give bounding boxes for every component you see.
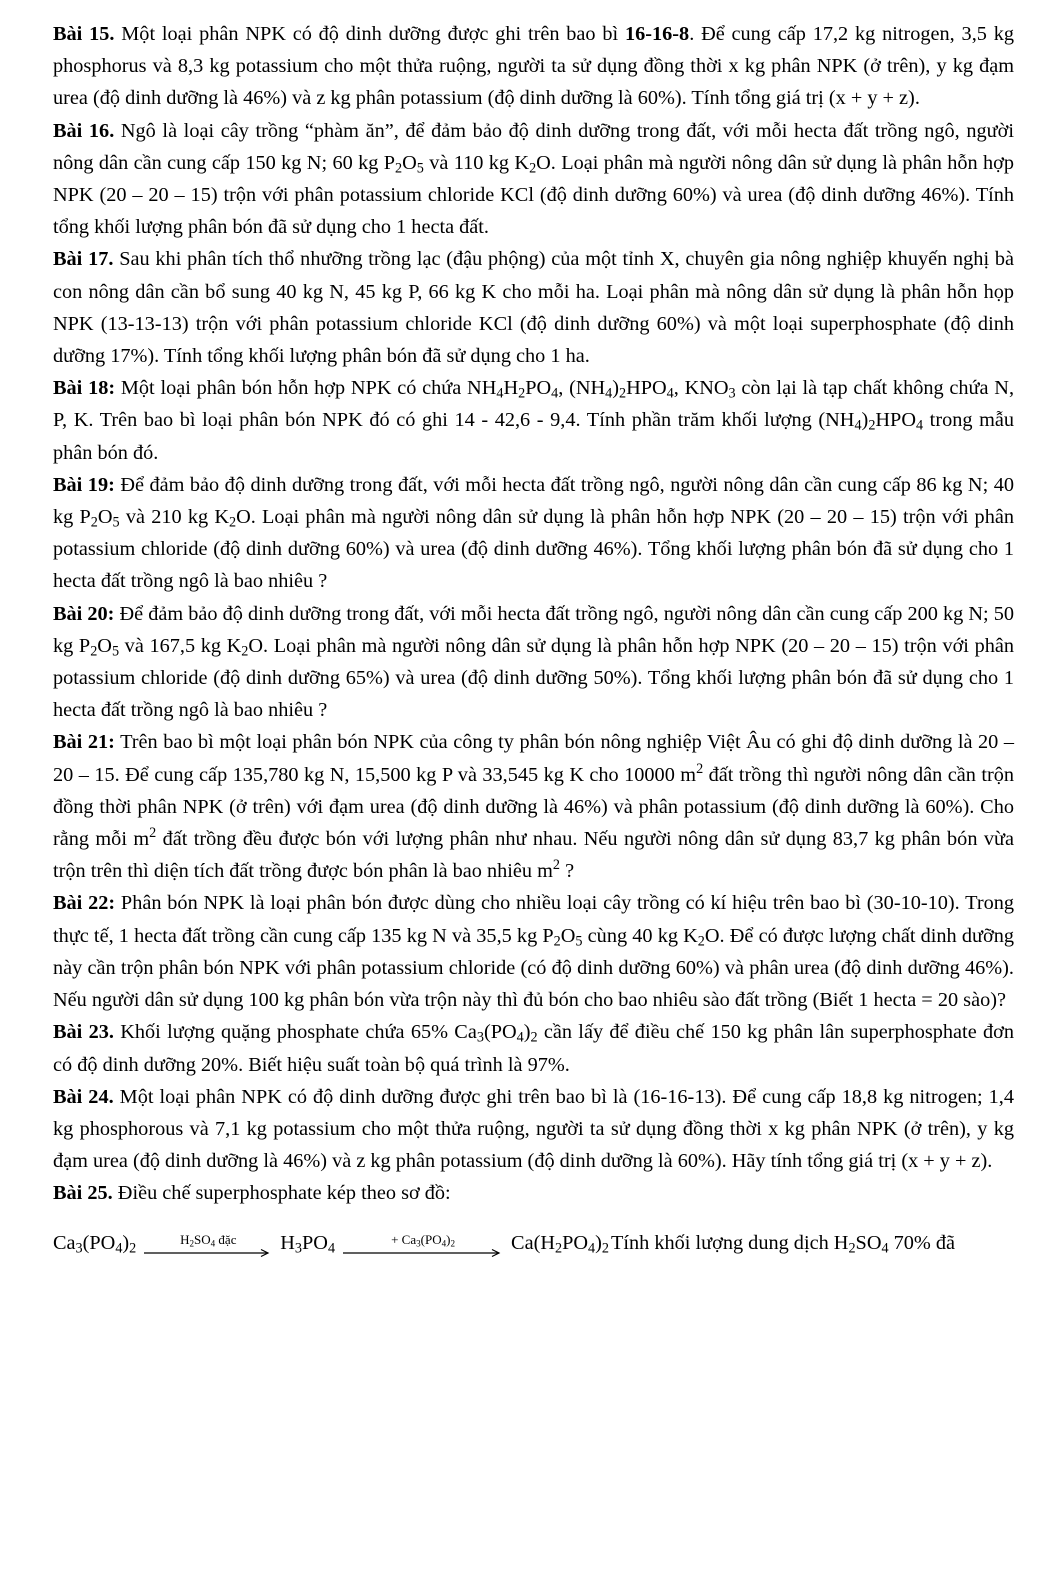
subscript: 2 (129, 1240, 137, 1257)
problem-paragraph (53, 598, 1014, 727)
text-run: HPO (626, 377, 667, 400)
subscript: 4 (588, 1240, 596, 1257)
text-run: Ca (53, 1232, 76, 1255)
subscript: 2 (241, 643, 249, 660)
subscript: 4 (551, 385, 559, 402)
reaction-arrow-2 (343, 1232, 503, 1258)
text-run: SO (194, 1231, 211, 1247)
subscript: 2 (848, 1240, 856, 1257)
text-run: ) (523, 1021, 531, 1044)
text-run: , KNO (673, 377, 729, 400)
subscript: 2 (530, 1029, 538, 1046)
text-run: O. Để có được lượng chất dinh dưỡng này cần trộn phân bón NPK với phân potassium chloride (có độ dinh dưỡng 60%) và phân urea (độ dinh dưỡng 46%). Nếu người dân sử dụng 100 kg phân bón vừa trộn này thì đủ bón cho bao nhiêu sào đất trồng (Biết 1 hecta = 20 sào)? (53, 924, 1014, 1012)
text-run: cần lấy để điều chế 150 kg phân lân superphosphate đơn có độ dinh dưỡng 20%. Biết hiệu suất toàn bộ quá trình là 97%. (53, 1021, 1014, 1076)
subscript: 2 (450, 1237, 456, 1248)
subscript: 3 (294, 1240, 303, 1257)
text-run: H (503, 377, 519, 400)
reaction-arrow-1 (144, 1232, 272, 1258)
text-run: ) (446, 1231, 451, 1247)
text-run: O (402, 151, 417, 174)
subscript: 5 (575, 933, 583, 950)
text-run: SO (855, 1232, 882, 1255)
text-run: ) (612, 377, 619, 400)
subscript: 2 (601, 1240, 609, 1257)
subscript: 2 (529, 160, 537, 177)
subscript: 3 (416, 1237, 421, 1248)
text-run: Điều chế superphosphate kép theo sơ đồ: (112, 1182, 451, 1205)
problem-paragraph (53, 18, 1014, 115)
subscript: 5 (416, 160, 424, 177)
subscript: 5 (111, 643, 120, 660)
subscript: 2 (553, 933, 561, 950)
text-run: Khối lượng quặng phosphate chứa 65% Ca (113, 1021, 477, 1044)
text-run: còn lại là tạp chất không chứa N, P, K. Trên bao bì loại phân bón NPK đó có ghi 14 - 42,6 - 9,4. Tính phần trăm khối lượng (NH (53, 377, 1015, 432)
arrow-1-icon (144, 1248, 272, 1258)
problem-paragraph (53, 1081, 1014, 1178)
text-run: và 167,5 kg K (119, 634, 242, 657)
text-run: , (NH (558, 377, 606, 400)
text-run: 70% đã (888, 1232, 956, 1255)
text-run: Một loại phân bón hỗn hợp NPK có chứa NH (115, 377, 497, 400)
subscript: 2 (229, 514, 237, 531)
problem-paragraph (53, 1177, 1014, 1209)
problem-heading: Bài 24. (53, 1085, 114, 1108)
problem-heading: Bài 20: (53, 602, 115, 625)
subscript: 4 (441, 1237, 447, 1248)
text-run: PO (562, 1232, 589, 1255)
problem-paragraph (53, 887, 1014, 1016)
subscript: 2 (868, 417, 876, 434)
text-run: 16-16-8 (624, 23, 690, 45)
superscript: 2 (552, 857, 560, 874)
subscript: 4 (496, 385, 504, 402)
problem-heading: Bài 16. (53, 119, 115, 142)
text-run: và 210 kg K (119, 506, 229, 529)
text-run: H (180, 1231, 190, 1247)
problem-paragraph (53, 726, 1014, 887)
text-run: HPO (875, 409, 916, 432)
text-run: O. Loại phân mà người nông dân sử dụng là phân hỗn hợp NPK (20 – 20 – 15) trộn với phân potassium chloride (độ dinh dưỡng 65%) và urea (độ dinh dưỡng 50%). Tổng khối lượng phân bón đã sử dụng cho 1 hecta đất trồng ngô là bao nhiêu ? (53, 634, 1015, 722)
text-run: O. Loại phân mà người nông dân sử dụng là phân hỗn hợp NPK (20 – 20 – 15) trộn với phân potassium chloride (độ dinh dưỡng 60%) và urea (độ dinh dưỡng 46%). Tổng khối lượng phân bón đã sử dụng cho 1 hecta đất trồng ngô là bao nhiêu ? (53, 506, 1014, 593)
text-run: Tính khối lượng dung dịch H (610, 1232, 849, 1255)
subscript: 4 (666, 385, 674, 402)
subscript: 2 (90, 514, 98, 531)
problem-paragraph (53, 115, 1014, 244)
subscript: 4 (327, 1240, 336, 1257)
text-run: đặc (215, 1231, 237, 1247)
subscript: 2 (189, 1237, 194, 1248)
problem-heading: Bài 15. (53, 23, 115, 45)
text-run: đất trồng đều được bón với lượng phân như nhau. Nếu người nông dân sử dụng 83,7 kg phân bón vừa trộn trên thì diện tích đất trồng được bón phân là bao nhiêu m (53, 828, 1014, 883)
subscript: 4 (605, 385, 613, 402)
text-run: ) (122, 1232, 130, 1255)
subscript: 4 (881, 1240, 889, 1257)
product-formula (511, 1227, 609, 1259)
text-run: O (97, 506, 113, 529)
text-run: Sau khi phân tích thổ nhưỡng trồng lạc (đậu phộng) của một tỉnh X, chuyên gia nông nghiệp khuyến nghị bà con nông dân cần bổ sung 40 kg N, 45 kg P, 66 kg K cho mỗi ha. Loại phân mà nông dân sử dụng là phân hỗn họp NPK (13-13-13) trộn với phân potassium chloride KCl (độ dinh dưỡng 60%) và một loại superphosphate (độ dinh dưỡng 17%). Tính tổng khối lượng phân bón đã sử dụng cho 1 ha. (53, 248, 1014, 368)
problem-heading: Bài 19: (53, 473, 115, 496)
intermediate-formula (280, 1227, 335, 1259)
subscript: 2 (90, 643, 98, 660)
text-run: Ca(H (511, 1232, 555, 1255)
arrow-2-icon (343, 1248, 503, 1258)
subscript: 2 (618, 385, 627, 402)
superscript: 2 (149, 825, 157, 842)
subscript: 4 (210, 1237, 216, 1248)
subscript: 3 (476, 1029, 484, 1046)
text-run: (PO (483, 1021, 517, 1044)
text-run: ) (595, 1232, 602, 1255)
subscript: 3 (728, 385, 736, 402)
scheme-tail-text (611, 1227, 955, 1259)
text-run: ? (560, 860, 575, 883)
text-run: PO (302, 1232, 328, 1255)
text-run: Để đảm bảo độ dinh dưỡng trong đất, với mỗi hecta đất trồng ngô, người nông dân cần cung cấp 86 kg N; 40 kg P (53, 473, 1014, 529)
text-run: (PO (82, 1232, 116, 1255)
arrow-1-label (180, 1232, 236, 1248)
text-run: PO (525, 377, 552, 400)
text-run: Để đảm bảo độ dinh dưỡng trong đất, với mỗi hecta đất trồng ngô, người nông dân cần cung cấp 200 kg N; 50 kg P (53, 602, 1014, 657)
text-run: + Ca (391, 1231, 417, 1247)
subscript: 4 (915, 417, 924, 434)
subscript: 4 (115, 1240, 123, 1257)
subscript: 2 (518, 385, 526, 402)
text-run: Phân bón NPK là loại phân bón được dùng cho nhiều loại cây trồng có kí hiệu trên bao bì (30-10-10). Trong thực tế, 1 hecta đất trồng cần cung cấp 135 kg N và 35,5 kg P (53, 892, 1014, 947)
reactant-formula (53, 1227, 136, 1259)
reaction-scheme (53, 1216, 1014, 1260)
problem-paragraph (53, 469, 1014, 598)
problem-heading: Bài 21: (53, 731, 115, 754)
text-run: cùng 40 kg K (582, 924, 698, 947)
problem-paragraph (53, 372, 1014, 469)
problem-heading: Bài 17. (53, 248, 114, 271)
problem-paragraph (53, 1016, 1014, 1080)
text-run: đất trồng thì người nông dân cần trộn đồng thời phân NPK (ở trên) với đạm urea (độ dinh dưỡng là 46%) và phân potassium (độ dinh dưỡng là 60%). Cho rằng mỗi m (53, 763, 1014, 851)
superscript: 2 (696, 760, 704, 777)
arrow-2-label (391, 1232, 455, 1248)
subscript: 2 (697, 933, 705, 950)
problem-paragraph (53, 243, 1014, 372)
problem-heading: Bài 23. (53, 1021, 114, 1044)
text-run: Ngô là loại cây trồng “phàm ăn”, để đảm bảo độ dinh dưỡng trong đất, với mỗi hecta đất trồng ngô, người nông dân cần cung cấp 150 kg N; 60 kg P (53, 119, 1014, 174)
subscript: 4 (854, 417, 862, 434)
text-run: và 110 kg K (423, 151, 530, 174)
problem-list (53, 18, 1014, 1210)
text-run: H (280, 1232, 295, 1255)
text-run: Trên bao bì một loại phân bón NPK của công ty phân bón nông nghiệp Việt Âu có ghi độ dinh dưỡng là 20 – 20 – 15. Để cung cấp 135,780 kg N, 15,500 kg P và 33,545 kg K cho 10000 m (53, 731, 1014, 786)
problem-heading: Bài 25. (53, 1182, 113, 1205)
text-run: trong mẫu phân bón đó. (53, 409, 1015, 464)
subscript: 3 (75, 1240, 83, 1257)
subscript: 4 (516, 1029, 524, 1046)
text-run: (PO (420, 1231, 442, 1247)
subscript: 5 (112, 514, 120, 531)
text-run: Một loại phân NPK có độ dinh dưỡng được ghi trên bao bì là (16-16-13). Để cung cấp 18,8 kg nitrogen; 1,4 kg phosphorous và 7,1 kg potassium cho một thửa ruộng, người ta sử dụng đồng thời x kg phân NPK (ở trên), y kg đạm urea (độ dinh dưỡng là 46%) và z kg phân potassium (độ dinh dưỡng là 60%). Hãy tính tổng giá trị (x + y + z). (53, 1085, 1014, 1173)
subscript: 2 (554, 1240, 563, 1257)
text-run: O (560, 924, 576, 947)
text-run: Một loại phân NPK có độ dinh dưỡng được ghi trên bao bì (114, 23, 625, 45)
text-run: O. Loại phân mà người nông dân sử dụng là phân hỗn hợp NPK (20 – 20 – 15) trộn với phân potassium chloride KCl (độ dinh dưỡng 60%) và urea (độ dinh dưỡng 46%). Tính tổng khối lượng phân bón đã sử dụng cho 1 hecta đất. (53, 151, 1015, 239)
subscript: 2 (395, 160, 403, 177)
text-run: ) (861, 409, 869, 432)
problem-heading: Bài 18: (53, 377, 116, 400)
text-run: . Để cung cấp 17,2 kg nitrogen, 3,5 kg phosphorus và 8,3 kg potassium cho một thửa ruộng, người ta sử dụng đồng thời x kg phân NPK (ở trên), y kg đạm urea (độ dinh dưỡng là 46%) và z kg phân potassium (độ dinh dưỡng là 60%). Tính tổng giá trị (x + y + z). (53, 23, 1014, 110)
text-run: O (97, 634, 112, 657)
problem-heading: Bài 22: (53, 892, 116, 915)
